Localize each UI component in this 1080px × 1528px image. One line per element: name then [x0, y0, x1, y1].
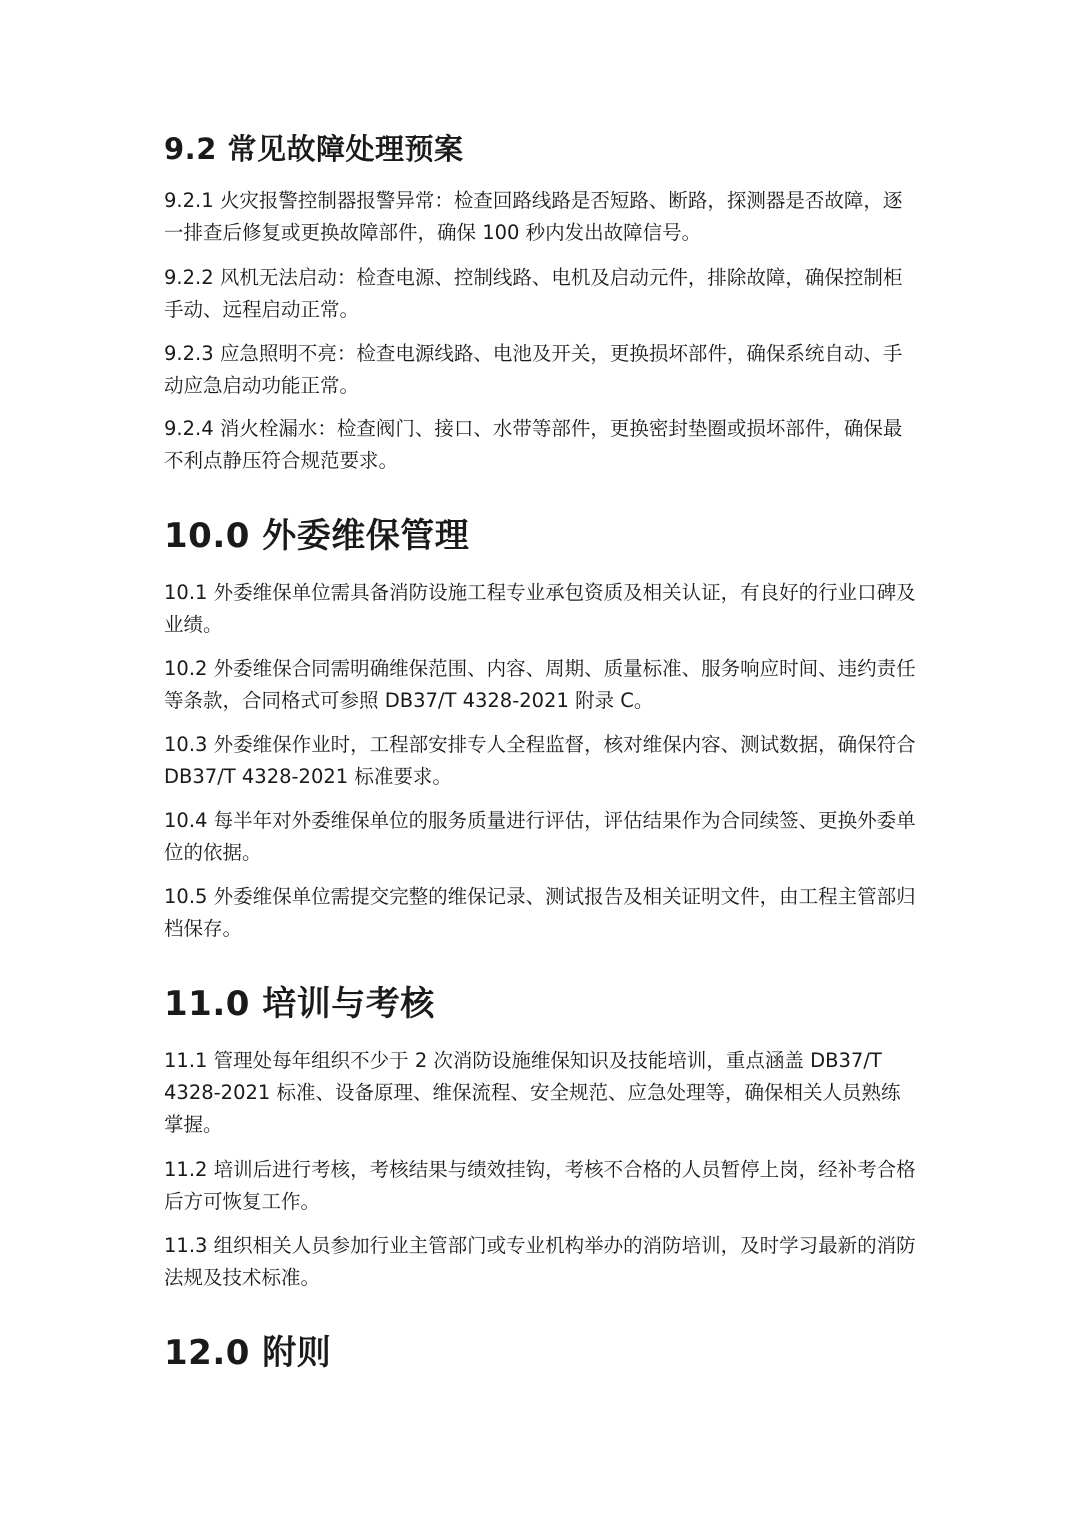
paragraph-10-3: 10.3 外委维保作业时，工程部安排专人全程监督，核对维保内容、测试数据，确保符合 DB37/T 4328-2021 标准要求。 — [164, 733, 916, 788]
paragraph-10-4: 10.4 每半年对外委维保单位的服务质量进行评估，评估结果作为合同续签、更换外委单位的依据。 — [164, 809, 916, 864]
heading-12: 12.0 附则 — [164, 1333, 332, 1373]
paragraph-11-1: 11.1 管理处每年组织不少于 2 次消防设施维保知识及技能培训，重点涵盖 DB37/T 4328-2021 标准、设备原理、维保流程、安全规范、应急处理等，确保相关人员熟练掌握。 — [164, 1049, 901, 1136]
heading-11: 11.0 培训与考核 — [164, 984, 435, 1024]
paragraph-9-2-1: 9.2.1 火灾报警控制器报警异常：检查回路线路是否短路、断路，探测器是否故障，逐一排查后修复或更换故障部件，确保 100 秒内发出故障信号。 — [164, 189, 903, 244]
paragraph-10-1: 10.1 外委维保单位需具备消防设施工程专业承包资质及相关认证，有良好的行业口碑及业绩。 — [164, 581, 916, 636]
paragraph-9-2-4: 9.2.4 消火栓漏水：检查阀门、接口、水带等部件，更换密封垫圈或损坏部件，确保最不利点静压符合规范要求。 — [164, 417, 903, 472]
paragraph-9-2-3: 9.2.3 应急照明不亮：检查电源线路、电池及开关，更换损坏部件，确保系统自动、手动应急启动功能正常。 — [164, 342, 903, 397]
heading-10: 10.0 外委维保管理 — [164, 516, 470, 556]
heading-9-2: 9.2 常见故障处理预案 — [164, 132, 464, 166]
paragraph-11-3: 11.3 组织相关人员参加行业主管部门或专业机构举办的消防培训，及时学习最新的消防法规及技术标准。 — [164, 1234, 916, 1289]
paragraph-10-2: 10.2 外委维保合同需明确维保范围、内容、周期、质量标准、服务响应时间、违约责任等条款，合同格式可参照 DB37/T 4328-2021 附录 C。 — [164, 657, 916, 712]
paragraph-10-5: 10.5 外委维保单位需提交完整的维保记录、测试报告及相关证明文件，由工程主管部归档保存。 — [164, 885, 916, 940]
paragraph-11-2: 11.2 培训后进行考核，考核结果与绩效挂钩，考核不合格的人员暂停上岗，经补考合格后方可恢复工作。 — [164, 1158, 916, 1213]
paragraph-9-2-2: 9.2.2 风机无法启动：检查电源、控制线路、电机及启动元件，排除故障，确保控制柜手动、远程启动正常。 — [164, 266, 903, 321]
